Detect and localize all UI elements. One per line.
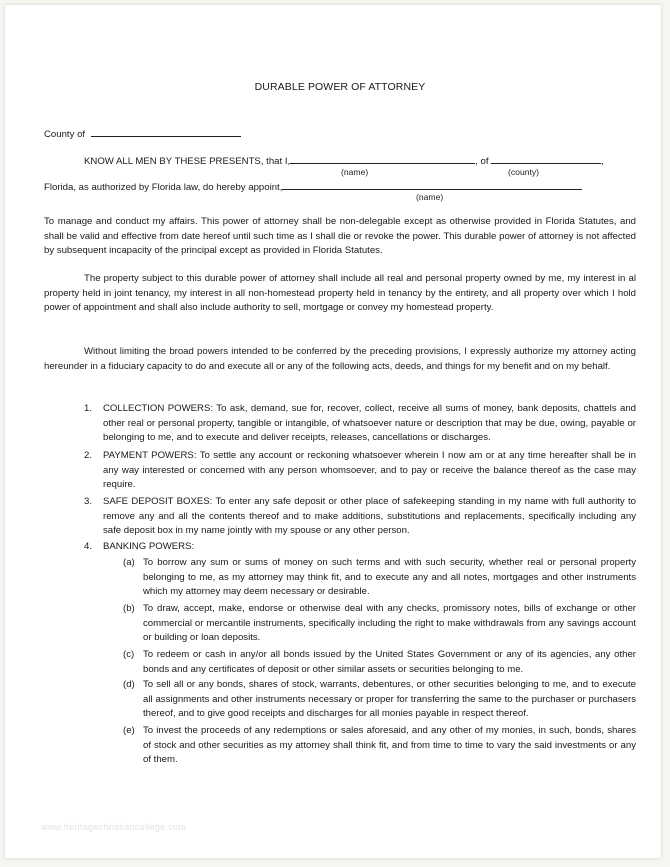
- sub-item-letter: (d): [123, 679, 135, 690]
- sub-item-text: To draw, accept, make, endorse or otherwise deal with any checks, promissory notes, bills of exchange or other commercial or mercantile instruments, specifically including the right to make withdrawals from any savings account or building or loan deposits.: [143, 603, 636, 644]
- know-all-men-text: KNOW ALL MEN BY THESE PRESENTS, that I,: [84, 156, 291, 167]
- item-number: 2.: [84, 450, 93, 461]
- name-caption-1: (name): [341, 167, 369, 177]
- list-item-payment: [84, 449, 636, 493]
- sub-item-letter: (e): [123, 725, 135, 736]
- name-caption-2: (name): [416, 192, 444, 202]
- list-item-collection: [84, 402, 636, 446]
- item-number: 1.: [84, 403, 93, 414]
- sub-item-text: To borrow any sum or sums of money on such terms and with such security, whether real or personal property belonging to me, as my attorney may think fit, and to execute any and all notes, mortgages and other instruments which my attorney may deem necessary or desirable.: [143, 557, 636, 598]
- county-caption: (county): [508, 167, 540, 177]
- document-title: DURABLE POWER OF ATTORNEY: [254, 81, 426, 93]
- sub-item-d: [123, 678, 636, 722]
- sub-item-letter: (a): [123, 557, 135, 568]
- paragraph-manage: To manage and conduct my affairs. This power of attorney shall be non-delegable except as otherwise provided in Florida Statutes, and shall be valid and effective from date hereof until such time as I shall die or revoke the power. This durable power of attorney is not affected by subsequent incapacity of the principal except as provided in Florida Statutes.: [44, 216, 636, 257]
- sub-item-b: [123, 602, 636, 646]
- item-number: 3.: [84, 496, 93, 507]
- item-text: PAYMENT POWERS: To settle any account or reckoning whatsoever wherein I now am or at any time hereafter shall be in any way interested or concerned with any person whomsoever, and to pay or receive the balance thereof as the case may require.: [103, 450, 636, 491]
- sub-item-a: [123, 556, 636, 600]
- sub-item-text: To redeem or cash in any/or all bonds issued by the United States Government or any of its agencies, any other bonds and any certificates of deposit or other similar assets or securities belonging to me.: [143, 649, 636, 675]
- of-label: , of: [475, 156, 489, 167]
- principal-name-blank[interactable]: [290, 153, 475, 164]
- florida-text: Florida, as authorized by Florida law, do hereby appoint,: [44, 182, 283, 193]
- sub-item-c: [123, 648, 636, 677]
- county-blank[interactable]: [91, 126, 241, 137]
- florida-line: [44, 179, 582, 196]
- paragraph-authorize: Without limiting the broad powers intended to be conferred by the preceding provisions, I expressly authorize my attorney acting hereunder in a fiduciary capacity to do and execute all or any of the following acts, deeds, and things for my benefit and on my behalf.: [44, 346, 636, 372]
- county-line: [44, 126, 241, 143]
- comma: ,: [601, 156, 604, 167]
- document-page: [5, 5, 661, 858]
- sub-item-e: [123, 724, 636, 768]
- attorney-name-blank[interactable]: [282, 179, 582, 190]
- sub-item-text: To sell all or any bonds, shares of stock, warrants, debentures, or other securities belonging to me, and to execute all assignments and other instruments necessary or proper for transferring the same to the purchaser or purchasers thereof, and to give good receipts and discharges for all monies payable in respect thereof.: [143, 679, 636, 720]
- watermark: www.heritagechristiancollege.com: [41, 822, 187, 832]
- item-number: 4.: [84, 541, 93, 552]
- list-item-safe-deposit: [84, 495, 636, 539]
- county-label: County of: [44, 129, 86, 140]
- sub-item-letter: (c): [123, 649, 135, 660]
- principal-county-blank[interactable]: [491, 153, 601, 164]
- list-item-banking: [84, 540, 636, 555]
- sub-item-letter: (b): [123, 603, 135, 614]
- item-text: COLLECTION POWERS: To ask, demand, sue for, recover, collect, receive all sums of money, bank deposits, chattels and other real or personal property, tangible or intangible, of whatsoever nature or description that may be due, owing, payable or belonging to me, and to execute and deliver receipts, releases, cancellations or discharges.: [103, 403, 636, 444]
- item-text: SAFE DEPOSIT BOXES: To enter any safe deposit or other place of safekeeping standing in my name with full authority to remove any and all the contents thereof and to make additions, substitutions and replacements, specifically including any safe deposit box in my name jointly with my spouse or any other person.: [103, 496, 636, 537]
- sub-item-text: To invest the proceeds of any redemptions or sales aforesaid, and any other of my monies, in such, bonds, shares of stock and other securities as my attorney shall think fit, and from time to time to vary the said investments or any of them.: [143, 725, 636, 766]
- item-text: BANKING POWERS:: [103, 541, 195, 552]
- paragraph-property: The property subject to this durable power of attorney shall include all real and personal property owned by me, my interest in al property held in joint tenancy, my interest in all non-homestead property held in tenancy by the entirety, and all property over which I hold power of appointment and shall also include authority to sell, mortgage or convey my homestead property.: [44, 273, 636, 314]
